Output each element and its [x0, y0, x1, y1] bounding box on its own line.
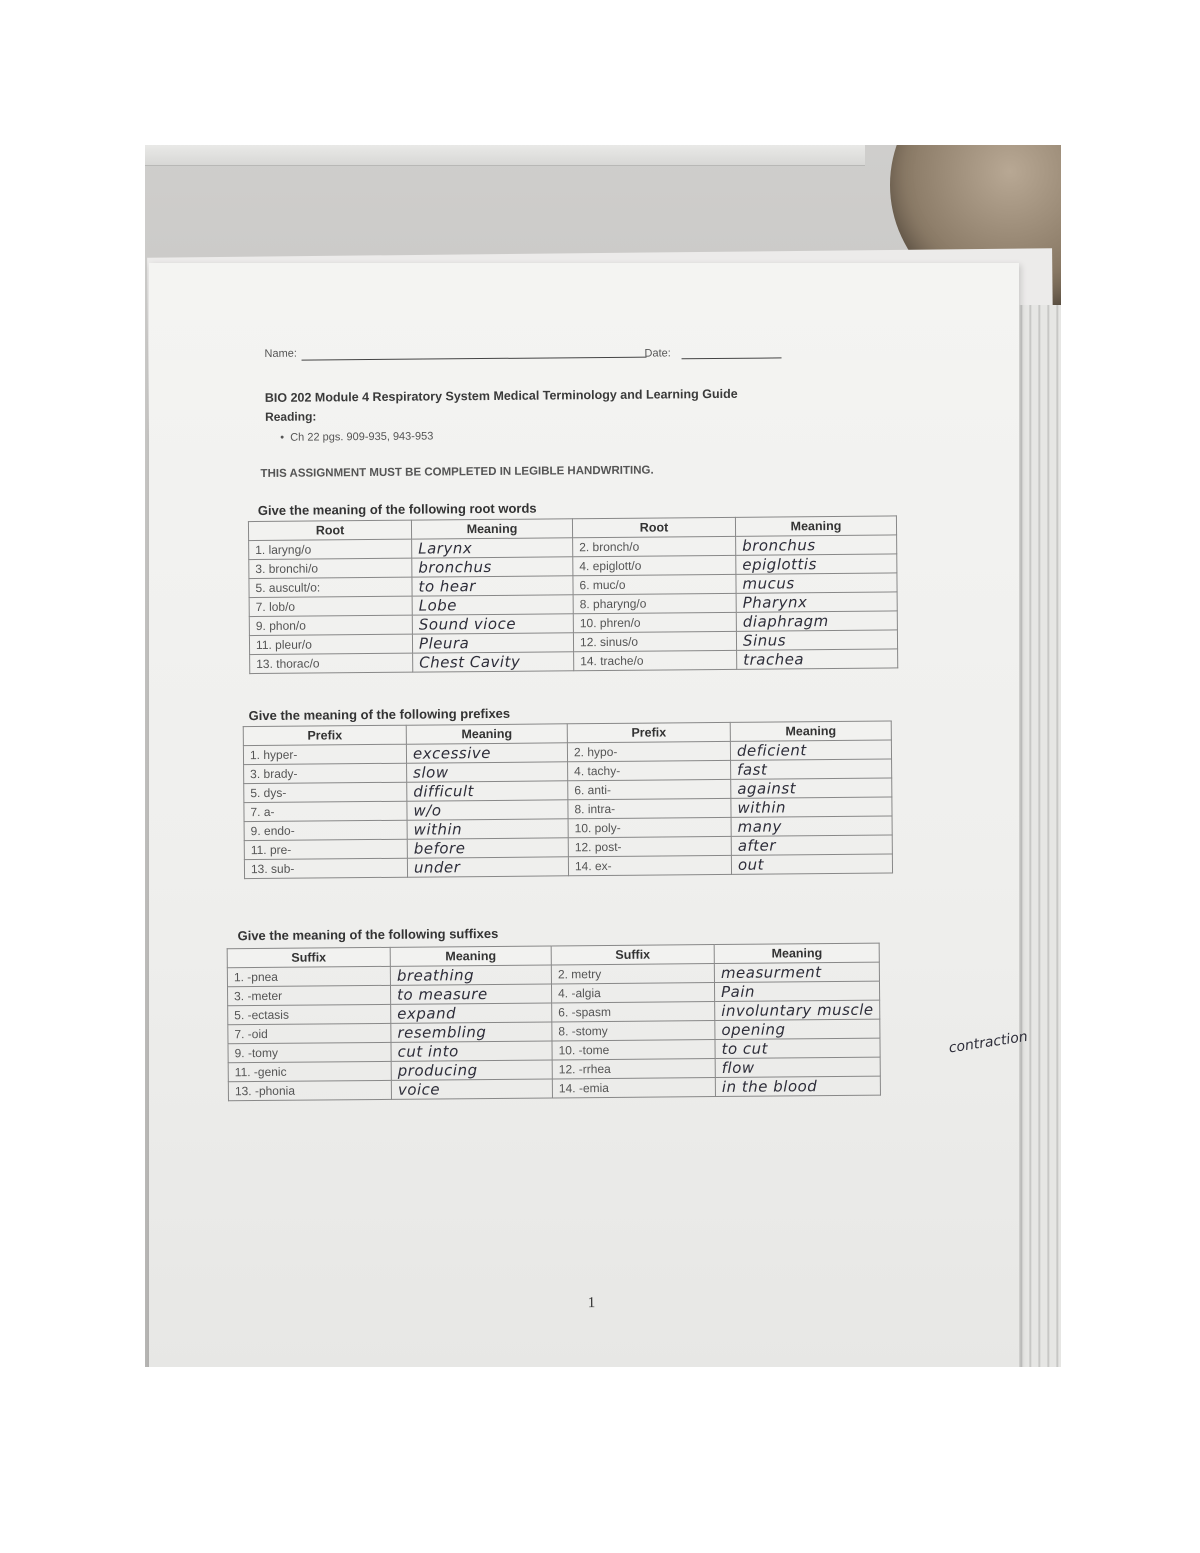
col-header: Suffix — [551, 945, 714, 965]
prefixes-heading: Give the meaning of the following prefixes — [248, 705, 511, 724]
handwritten-meaning: diaphragm — [736, 611, 897, 631]
handwritten-meaning: to hear — [412, 576, 573, 596]
handwritten-meaning: trachea — [737, 649, 898, 669]
col-header: Root — [248, 520, 411, 540]
term-cell: 7. lob/o — [249, 596, 412, 616]
handwritten-meaning: involuntary muscle — [715, 1000, 881, 1020]
term-cell: 9. phon/o — [249, 615, 412, 635]
col-header: Meaning — [406, 724, 567, 744]
handwritten-meaning: out — [731, 854, 892, 874]
handwritten-meaning: opening — [715, 1019, 881, 1039]
handwritten-meaning: epiglottis — [736, 554, 897, 574]
col-header: Meaning — [411, 519, 572, 539]
col-header: Meaning — [390, 946, 551, 966]
handwritten-meaning: Sound vioce — [412, 614, 573, 634]
handwritten-meaning: cut into — [391, 1041, 552, 1061]
term-cell: 8. -stomy — [552, 1021, 715, 1041]
term-cell: 3. brady- — [244, 763, 407, 783]
handwritten-meaning: breathing — [390, 965, 551, 985]
term-cell: 7. -oid — [228, 1023, 391, 1043]
handwritten-meaning: w/o — [407, 800, 568, 820]
reading-label: Reading: — [264, 409, 317, 424]
col-header: Meaning — [735, 516, 896, 536]
handwritten-meaning: producing — [391, 1060, 552, 1080]
handwritten-meaning: within — [407, 819, 568, 839]
term-cell: 14. ex- — [568, 855, 731, 875]
term-cell: 13. sub- — [244, 858, 407, 878]
term-cell: 7. a- — [244, 801, 407, 821]
term-cell: 12. -rrhea — [552, 1059, 715, 1079]
term-cell: 1. -pnea — [227, 966, 390, 986]
term-cell: 11. pre- — [244, 839, 407, 859]
handwritten-meaning: bronchus — [412, 557, 573, 577]
term-cell: 9. -tomy — [228, 1042, 391, 1062]
handwritten-meaning: voice — [391, 1079, 552, 1099]
handwritten-meaning: Pleura — [412, 633, 573, 653]
handwritten-meaning: resembling — [391, 1022, 552, 1042]
term-cell: 12. post- — [568, 836, 731, 856]
handwritten-meaning: excessive — [406, 743, 567, 763]
term-cell: 1. hyper- — [243, 744, 406, 764]
handwriting-notice: THIS ASSIGNMENT MUST BE COMPLETED IN LEGIBLE HANDWRITING. — [260, 464, 654, 480]
document-photo — [145, 145, 1061, 1367]
date-label: Date: — [644, 347, 671, 360]
page-number: 1 — [587, 1295, 596, 1312]
date-line — [682, 357, 782, 359]
suffixes-table — [227, 943, 882, 1102]
term-cell: 8. pharyng/o — [573, 593, 736, 613]
handwritten-meaning: slow — [407, 762, 568, 782]
term-cell: 4. tachy- — [568, 760, 731, 780]
term-cell: 4. -algia — [551, 983, 714, 1003]
term-cell: 3. bronchi/o — [249, 558, 412, 578]
handwritten-meaning: after — [731, 835, 892, 855]
term-cell: 12. sinus/o — [573, 631, 736, 651]
handwritten-meaning: mucus — [736, 573, 897, 593]
handwritten-meaning: Sinus — [736, 630, 897, 650]
term-cell: 2. hypo- — [567, 741, 730, 761]
reading-item-text: Ch 22 pgs. 909-935, 943-953 — [290, 430, 434, 444]
term-cell: 10. -tome — [552, 1040, 715, 1060]
handwritten-meaning: bronchus — [736, 535, 897, 555]
handwritten-meaning: many — [731, 816, 892, 836]
handwritten-meaning: to cut — [715, 1038, 881, 1058]
handwritten-meaning: flow — [715, 1057, 881, 1077]
handwritten-meaning: to measure — [390, 984, 551, 1004]
handwritten-meaning: difficult — [407, 781, 568, 801]
term-cell: 9. endo- — [244, 820, 407, 840]
handwritten-meaning: Lobe — [412, 595, 573, 615]
handwritten-meaning: Pharynx — [736, 592, 897, 612]
col-header: Meaning — [714, 943, 880, 963]
handwritten-meaning: deficient — [730, 740, 891, 760]
col-header: Suffix — [227, 947, 390, 967]
term-cell: 5. -ectasis — [228, 1004, 391, 1024]
term-cell: 11. -genic — [228, 1061, 391, 1081]
term-cell: 2. metry — [551, 964, 714, 984]
term-cell: 6. anti- — [568, 779, 731, 799]
roots-heading: Give the meaning of the following root words — [257, 500, 537, 519]
handwritten-meaning: Chest Cavity — [413, 652, 574, 672]
handwritten-meaning: Pain — [714, 981, 880, 1001]
handwritten-meaning: Larynx — [412, 538, 573, 558]
term-cell: 14. trache/o — [574, 650, 737, 670]
col-header: Root — [572, 517, 735, 537]
handwritten-meaning: measurment — [714, 962, 880, 982]
handwritten-meaning: against — [731, 778, 892, 798]
handwritten-meaning: under — [407, 857, 568, 877]
term-cell: 10. phren/o — [573, 612, 736, 632]
suffixes-heading: Give the meaning of the following suffixes — [237, 925, 499, 944]
term-cell: 13. thorac/o — [250, 653, 413, 673]
term-cell: 6. -spasm — [552, 1002, 715, 1022]
term-cell: 5. auscult/o: — [249, 577, 412, 597]
term-cell: 6. muc/o — [573, 574, 736, 594]
term-cell: 3. -meter — [227, 985, 390, 1005]
handwritten-meaning: in the blood — [715, 1076, 881, 1096]
roots-table — [248, 515, 898, 674]
margin-note: contraction — [947, 1028, 1029, 1057]
worksheet-content — [145, 145, 1061, 1367]
term-cell: 8. intra- — [568, 798, 731, 818]
term-cell: 10. poly- — [568, 817, 731, 837]
prefixes-table — [243, 720, 893, 879]
handwritten-meaning: before — [407, 838, 568, 858]
term-cell: 2. bronch/o — [573, 536, 736, 556]
term-cell: 11. pleur/o — [249, 634, 412, 654]
worksheet-title: BIO 202 Module 4 Respiratory System Medical Terminology and Learning Guide — [264, 386, 738, 405]
handwritten-meaning: expand — [391, 1003, 552, 1023]
col-header: Prefix — [243, 725, 406, 745]
reading-item: • Ch 22 pgs. 909-935, 943-953 — [280, 430, 434, 444]
col-header: Prefix — [567, 722, 730, 742]
term-cell: 13. -phonia — [228, 1080, 391, 1100]
name-line — [302, 357, 647, 361]
handwritten-meaning: within — [731, 797, 892, 817]
term-cell: 1. laryng/o — [249, 539, 412, 559]
name-label: Name: — [264, 347, 297, 360]
handwritten-meaning: fast — [731, 759, 892, 779]
term-cell: 5. dys- — [244, 782, 407, 802]
term-cell: 14. -emia — [552, 1078, 715, 1098]
col-header: Meaning — [730, 721, 891, 741]
term-cell: 4. epiglott/o — [573, 555, 736, 575]
